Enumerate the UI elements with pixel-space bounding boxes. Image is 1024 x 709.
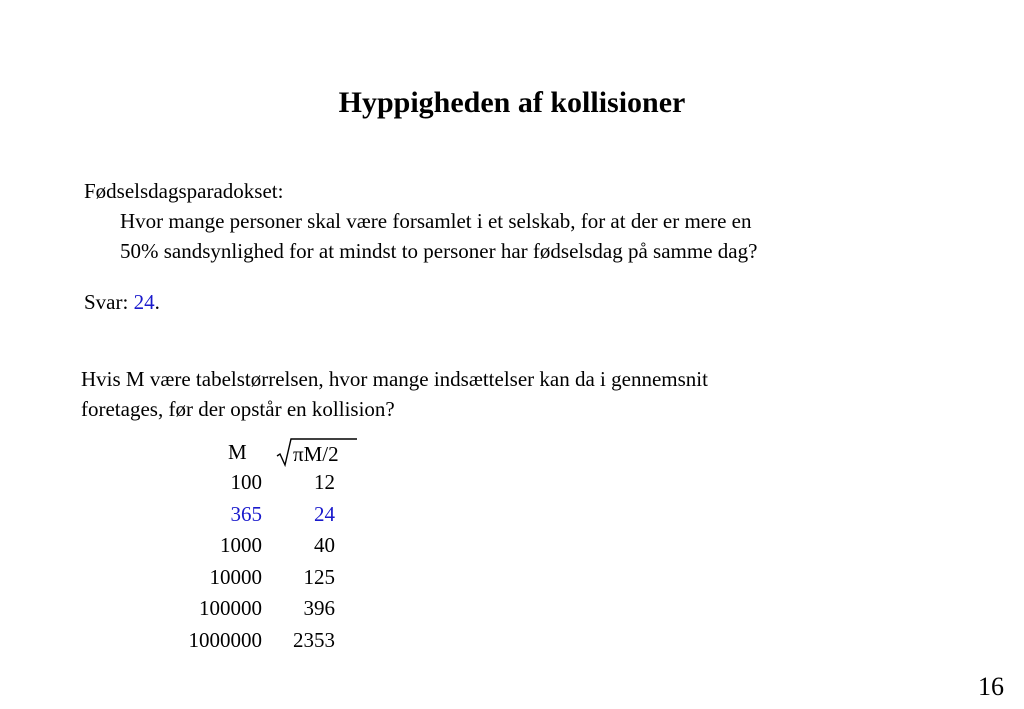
answer-label: Svar:: [84, 290, 134, 314]
table-cell-value: 12: [314, 470, 335, 494]
table-cell-m: 100: [230, 470, 262, 494]
answer-line: [84, 290, 160, 315]
paradox-label: Fødselsdagsparadokset:: [84, 179, 284, 203]
table-cell-value: 40: [314, 533, 335, 557]
formula-text: πM/2: [293, 442, 339, 466]
table-header-formula: [276, 436, 358, 468]
answer-end: .: [154, 290, 160, 314]
table-cell-value: 125: [303, 564, 335, 589]
table-cell-value: 24: [314, 501, 335, 526]
question-line-1: Hvis M være tabelstørrelsen, hvor mange indsættelser kan da i gennemsnit: [81, 367, 708, 391]
table-cell-m: 1000000: [188, 627, 262, 652]
table-cell-value: 2353: [293, 627, 335, 652]
paradox-block: [84, 176, 757, 266]
question-block: [81, 364, 881, 424]
table-cell-m: 365: [230, 501, 262, 526]
table-cell-m: 100000: [199, 596, 262, 620]
question-line-2: foretages, før der opstår en kollision?: [81, 397, 395, 421]
slide-title: Hyppigheden af kollisioner: [338, 86, 686, 119]
sqrt-symbol-icon: [276, 436, 358, 468]
paradox-question-line-1: Hvor mange personer skal være forsamlet i et selskab, for at der er mere en: [120, 209, 752, 233]
paradox-question-line-2: 50% sandsynlighed for at mindst to personer har fødselsdag på samme dag?: [120, 239, 758, 263]
table-header-m: M: [228, 440, 247, 464]
page-number: 16: [978, 672, 1004, 701]
table-cell-m: 1000: [220, 533, 262, 557]
table-cell-value: 396: [303, 596, 335, 620]
table-cell-m: 10000: [209, 564, 262, 589]
answer-value: 24: [133, 290, 155, 314]
